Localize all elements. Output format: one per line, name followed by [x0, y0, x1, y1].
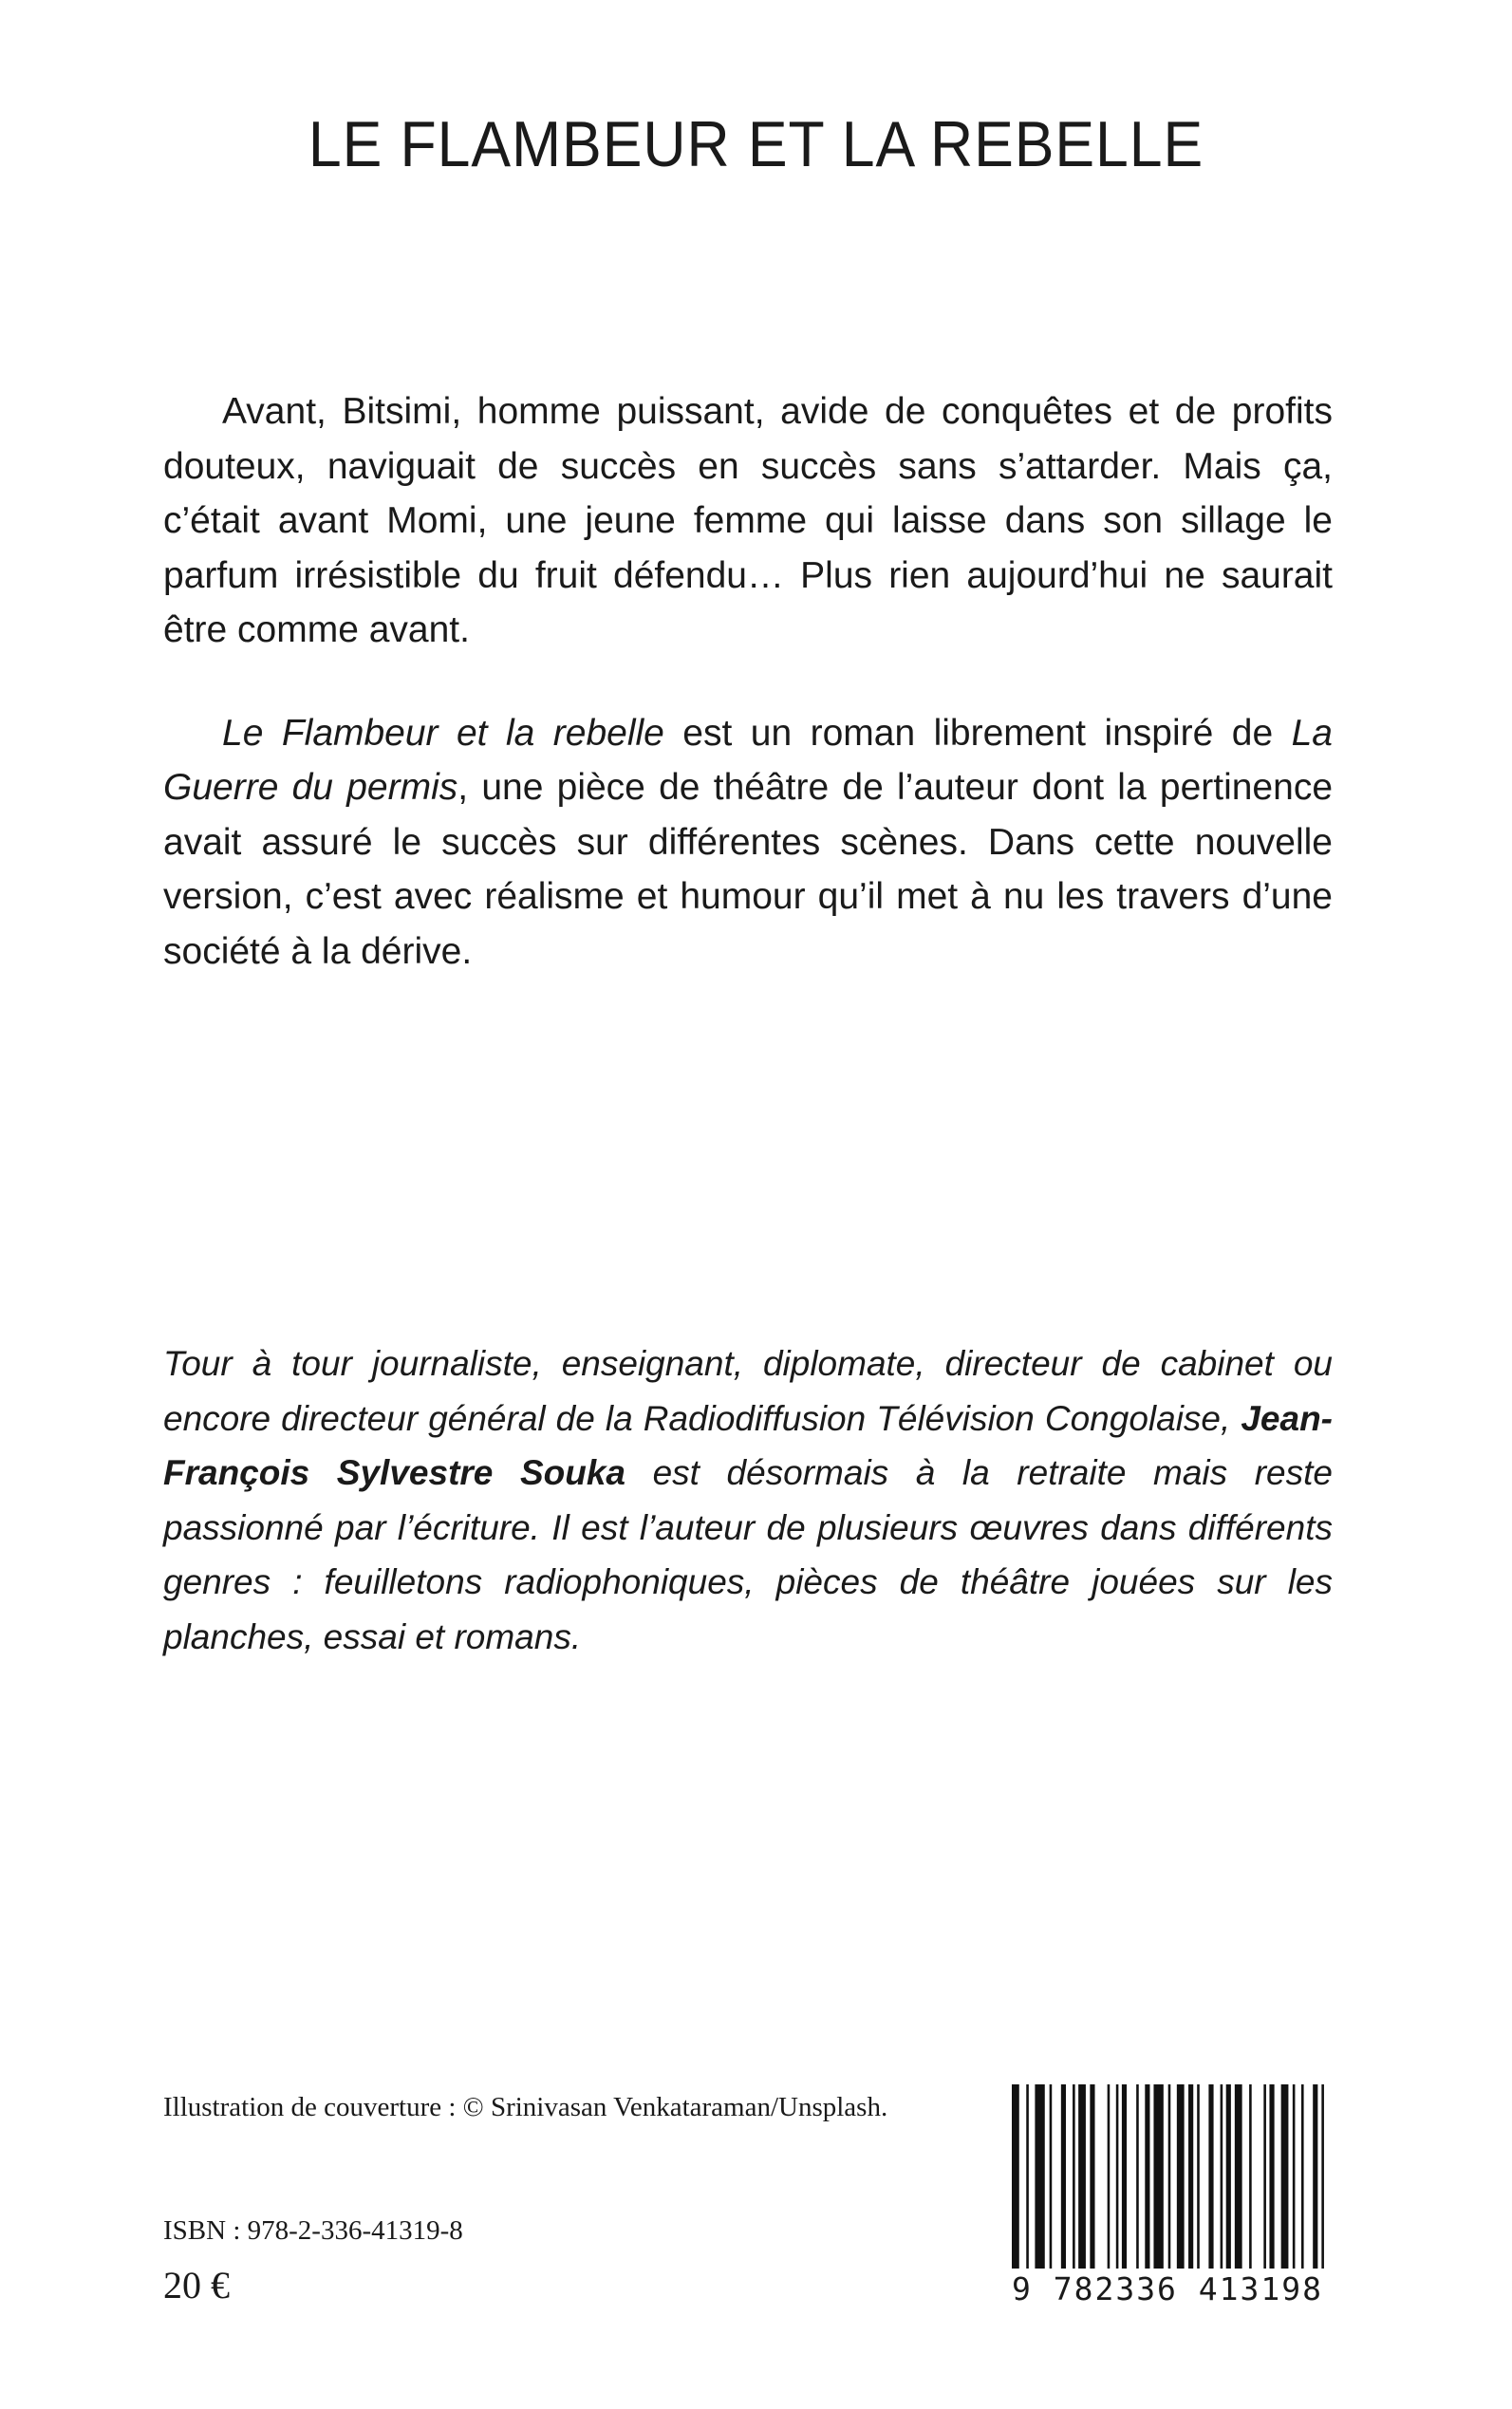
bio-rest: est désormais à la retraite mais reste passionné par l’écriture. Il est l’auteur de plusieurs œuvres dans différents genres : feuilletons radiophoniques, pièces de théâtre jouées sur les planches, essai et romans. [163, 1453, 1333, 1656]
summary-text-a: est un roman librement inspiré de [663, 712, 1292, 754]
summary-paragraph-1: Avant, Bitsimi, homme puissant, avide de conquêtes et de profits douteux, naviguait de succès en succès sans s’attarder. Mais ça, c’était avant Momi, une jeune femme qui laisse dans son sillage le parfum irrésistible du fruit défendu… Plus rien aujourd’hui ne saurait être comme avant. [163, 391, 1333, 650]
isbn: ISBN : 978-2-336-41319-8 [163, 2215, 463, 2246]
bio-intro: Tour à tour journaliste, enseignant, diplomate, directeur de cabinet ou encore directeur général de la Radiodiffusion Télévision Congolaise, [163, 1344, 1333, 1438]
summary-paragraph-2 [163, 706, 1333, 980]
barcode-digits: 9 782336 413198 [1006, 2269, 1329, 2310]
book-title-italic: Le Flambeur et la rebelle [222, 712, 664, 754]
play-title-italic: La Guerre du permis [163, 712, 1333, 808]
author-name: Jean-François Sylvestre Souka [163, 1398, 1333, 1492]
author-bio [163, 1336, 1333, 1664]
price: 20 € [163, 2264, 230, 2306]
summary-section [163, 384, 1333, 979]
cover-credit: Illustration de couverture : © Srinivasan Venkataraman/Unsplash. [163, 2092, 888, 2122]
book-title: LE FLAMBEUR ET LA REBELLE [308, 108, 1204, 180]
summary-text-b: , une pièce de théâtre de l’auteur dont la pertinence avait assuré le succès sur différentes scènes. Dans cette nouvelle version, c’est avec réalisme et humour qu’il met à nu les travers d’une société à la dérive. [163, 767, 1334, 972]
barcode [1006, 2079, 1329, 2316]
